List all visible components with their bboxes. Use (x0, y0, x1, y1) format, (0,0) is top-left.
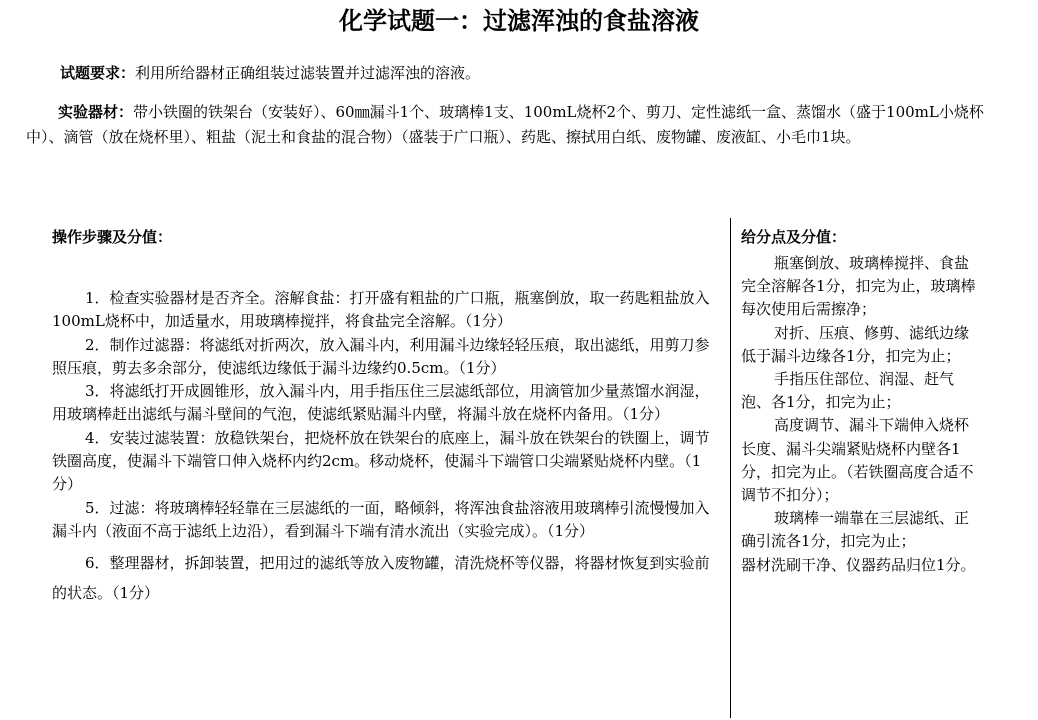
requirement-label: 试题要求： (60, 64, 136, 82)
score-item: 瓶塞倒放、玻璃棒搅拌、食盐完全溶解各1分，扣完为止，玻璃棒每次使用后需擦净； (741, 254, 976, 319)
materials-text: 带小铁圈的铁架台（安装好）、60㎜漏斗1个、玻璃棒1支、100mL烧杯2个、剪刀、定性滤纸一盒、蒸馏水（盛于100mL小烧杯中）、滴管（放在烧杯里）、粗盐（泥土和食盐的混合物）（盛装于广口瓶）、药匙、擦拭用白纸、废物罐、废液缸、小毛巾1块。 (26, 103, 984, 146)
page-title: 化学试题一：过滤浑浊的食盐溶液 (339, 7, 699, 35)
score-item: 对折、压痕、修剪、滤纸边缘低于漏斗边缘各1分，扣完为止； (741, 323, 970, 365)
score-item: 器材洗刷干净、仪器药品归位1分。 (741, 555, 976, 574)
steps-list (52, 287, 720, 608)
materials-label: 实验器材： (58, 103, 134, 121)
step-item: 1．检查实验器材是否齐全。溶解食盐：打开盛有粗盐的广口瓶，瓶塞倒放，取一药匙粗盐放入100mL烧杯中，加适量水，用玻璃棒搅拌，将食盐完全溶解。（1分） (52, 289, 710, 331)
requirement-text: 利用所给器材正确组装过滤装置并过滤浑浊的溶液。 (135, 64, 481, 82)
step-item: 4．安装过滤装置：放稳铁架台，把烧杯放在铁架台的底座上，漏斗放在铁架台的铁圈上，调节铁圈高度，使漏斗下端管口伸入烧杯内约2cm。移动烧杯，使漏斗下端管口尖端紧贴烧杯内壁。（1分） (52, 428, 710, 494)
scores-list (741, 252, 977, 577)
materials-paragraph (26, 100, 1002, 149)
scores-heading: 给分点及分值： (741, 228, 847, 246)
requirement-paragraph (60, 62, 1020, 84)
column-divider (730, 218, 731, 718)
score-item: 手指压住部位、润湿、赶气泡、各1分，扣完为止； (741, 370, 955, 412)
step-item: 2．制作过滤器：将滤纸对折两次，放入漏斗内，利用漏斗边缘轻轻压痕，取出滤纸，用剪刀参照压痕，剪去多余部分，使滤纸边缘低于漏斗边缘约0.5cm。（1分） (52, 335, 710, 377)
steps-heading: 操作步骤及分值： (52, 228, 173, 246)
step-item: 3．将滤纸打开成圆锥形，放入漏斗内，用手指压住三层滤纸部位，用滴管加少量蒸馏水润湿，用玻璃棒赶出滤纸与漏斗壁间的气泡，使滤纸紧贴漏斗内壁，将漏斗放在烧杯内备用。（1分） (52, 382, 710, 424)
score-item: 玻璃棒一端靠在三层滤纸、正确引流各1分，扣完为止； (741, 509, 970, 551)
step-item: 5．过滤：将玻璃棒轻轻靠在三层滤纸的一面，略倾斜，将浑浊食盐溶液用玻璃棒引流慢慢加入漏斗内（液面不高于滤纸上边沿），看到漏斗下端有清水流出（实验完成）。（1分） (52, 498, 710, 540)
step-item: 6．整理器材，拆卸装置，把用过的滤纸等放入废物罐，清洗烧杯等仪器，将器材恢复到实验前的状态。（1分） (52, 554, 710, 603)
score-item: 高度调节、漏斗下端伸入烧杯长度、漏斗尖端紧贴烧杯内壁各1分，扣完为止。（若铁圈高度合适不调节不扣分）； (741, 416, 974, 505)
